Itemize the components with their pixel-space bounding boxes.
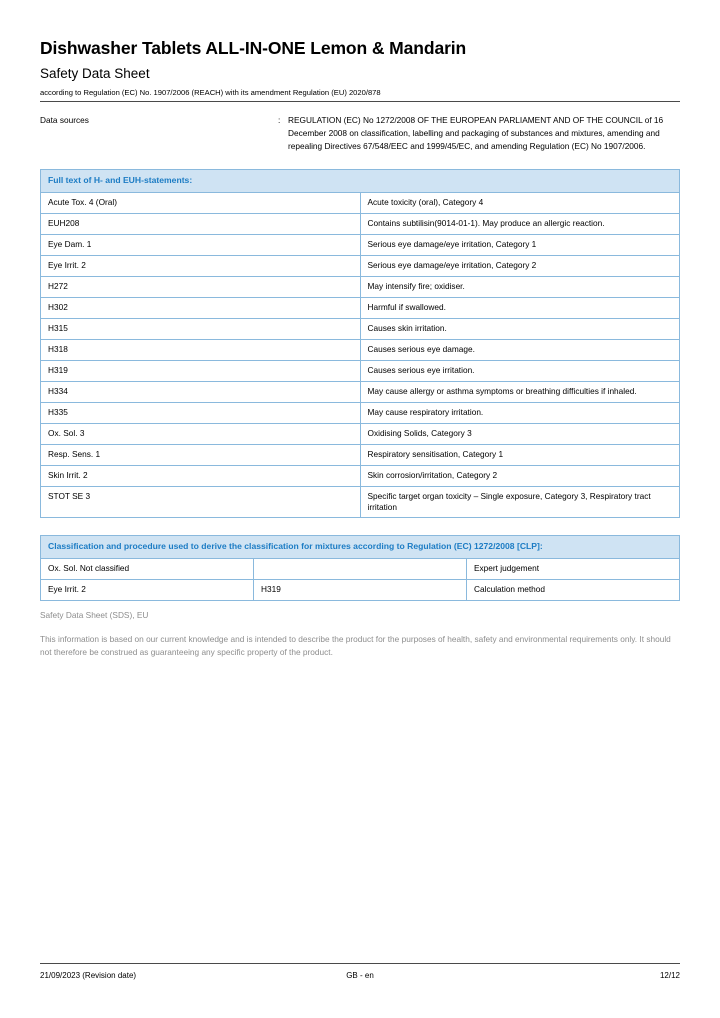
- statement-code-cell: EUH208: [41, 213, 361, 234]
- regulation-reference: according to Regulation (EC) No. 1907/2006 (REACH) with its amendment Regulation (EU) 2020/878: [40, 87, 381, 97]
- data-sources-colon: :: [278, 115, 281, 126]
- sds-label-note: Safety Data Sheet (SDS), EU: [40, 609, 149, 620]
- statement-code-cell: Eye Irrit. 2: [41, 255, 361, 276]
- table-row: [41, 558, 680, 579]
- statement-code-cell: H334: [41, 381, 361, 402]
- statement-text-cell: Serious eye damage/eye irritation, Category 2: [360, 255, 680, 276]
- statement-text-cell: Specific target organ toxicity – Single exposure, Category 3, Respiratory tract irritation: [360, 486, 680, 517]
- statement-code-cell: Skin Irrit. 2: [41, 465, 361, 486]
- statement-code-cell: Ox. Sol. 3: [41, 423, 361, 444]
- document-footer: [40, 963, 680, 980]
- document-subtitle: Safety Data Sheet: [40, 66, 150, 81]
- statement-code-cell: Acute Tox. 4 (Oral): [41, 192, 361, 213]
- table-row: [41, 444, 680, 465]
- h-statements-table-title: Full text of H- and EUH-statements:: [41, 169, 680, 192]
- h-statements-table: [40, 169, 680, 518]
- statement-code-cell: H335: [41, 402, 361, 423]
- statement-code-cell: H315: [41, 318, 361, 339]
- statement-code-cell: H318: [41, 339, 361, 360]
- table-row: [41, 339, 680, 360]
- table-row: [41, 423, 680, 444]
- data-sources-label: Data sources: [40, 115, 89, 126]
- statement-text-cell: Oxidising Solids, Category 3: [360, 423, 680, 444]
- statement-text-cell: Causes skin irritation.: [360, 318, 680, 339]
- classification-cell: Ox. Sol. Not classified: [41, 558, 254, 579]
- document-header: [40, 0, 680, 102]
- footer-row: [40, 971, 680, 980]
- classification-table-head: [41, 535, 680, 558]
- procedure-cell: Calculation method: [467, 579, 680, 600]
- footer-divider: [40, 963, 680, 964]
- hazard-statement-cell: [254, 558, 467, 579]
- statement-text-cell: May cause respiratory irritation.: [360, 402, 680, 423]
- procedure-cell: Expert judgement: [467, 558, 680, 579]
- statement-code-cell: Eye Dam. 1: [41, 234, 361, 255]
- statement-text-cell: Respiratory sensitisation, Category 1: [360, 444, 680, 465]
- statement-text-cell: Contains subtilisin(9014-01-1). May produce an allergic reaction.: [360, 213, 680, 234]
- classification-cell: Eye Irrit. 2: [41, 579, 254, 600]
- page-title: Dishwasher Tablets ALL-IN-ONE Lemon & Mandarin: [40, 38, 467, 58]
- statement-code-cell: Resp. Sens. 1: [41, 444, 361, 465]
- statement-code-cell: H302: [41, 297, 361, 318]
- statement-text-cell: Causes serious eye irritation.: [360, 360, 680, 381]
- header-divider: [40, 101, 680, 102]
- table-row: [41, 192, 680, 213]
- statement-text-cell: Skin corrosion/irritation, Category 2: [360, 465, 680, 486]
- statement-text-cell: May cause allergy or asthma symptoms or breathing difficulties if inhaled.: [360, 381, 680, 402]
- statement-text-cell: Serious eye damage/eye irritation, Category 1: [360, 234, 680, 255]
- statement-text-cell: Harmful if swallowed.: [360, 297, 680, 318]
- classification-table-title: Classification and procedure used to derive the classification for mixtures according to Regulation (EC) 1272/2008 [CLP]:: [41, 535, 680, 558]
- table-header-row: [41, 169, 680, 192]
- disclaimer-note: This information is based on our current knowledge and is intended to describe the product for the purposes of health, safety and environmental requirements only. It should not therefore be construed as guaranteeing any specific property of the product.: [40, 634, 671, 658]
- table-row: [41, 360, 680, 381]
- classification-table-body: [41, 558, 680, 600]
- statement-text-cell: May intensify fire; oxidiser.: [360, 276, 680, 297]
- table-row: [41, 234, 680, 255]
- table-row: [41, 381, 680, 402]
- table-row: [41, 297, 680, 318]
- h-statements-table-head: [41, 169, 680, 192]
- classification-procedure-table: [40, 535, 680, 601]
- footer-page-number: 12/12: [659, 971, 680, 980]
- table-row: [41, 255, 680, 276]
- h-statements-table-body: [41, 192, 680, 517]
- statement-code-cell: STOT SE 3: [41, 486, 361, 517]
- statement-code-cell: H319: [41, 360, 361, 381]
- table-row: [41, 276, 680, 297]
- table-row: [41, 579, 680, 600]
- table-row: [41, 213, 680, 234]
- table-row: [41, 402, 680, 423]
- statement-text-cell: Acute toxicity (oral), Category 4: [360, 192, 680, 213]
- footer-locale: GB - en: [346, 971, 374, 980]
- data-sources-value: REGULATION (EC) No 1272/2008 OF THE EUROPEAN PARLIAMENT AND OF THE COUNCIL of 16 December 2008 on classification, labelling and packaging of substances and mixtures, amending and repealing Directives 67/548/EEC and 1999/45/EC, and amending Regulation (EC) No 1907/2006.: [288, 115, 664, 152]
- table-row: [41, 465, 680, 486]
- statement-code-cell: H272: [41, 276, 361, 297]
- data-sources-block: [40, 114, 680, 153]
- statement-text-cell: Causes serious eye damage.: [360, 339, 680, 360]
- table-row: [41, 318, 680, 339]
- footer-revision-date: 21/09/2023 (Revision date): [40, 971, 137, 980]
- table-header-row: [41, 535, 680, 558]
- hazard-statement-cell: H319: [254, 579, 467, 600]
- table-row: [41, 486, 680, 517]
